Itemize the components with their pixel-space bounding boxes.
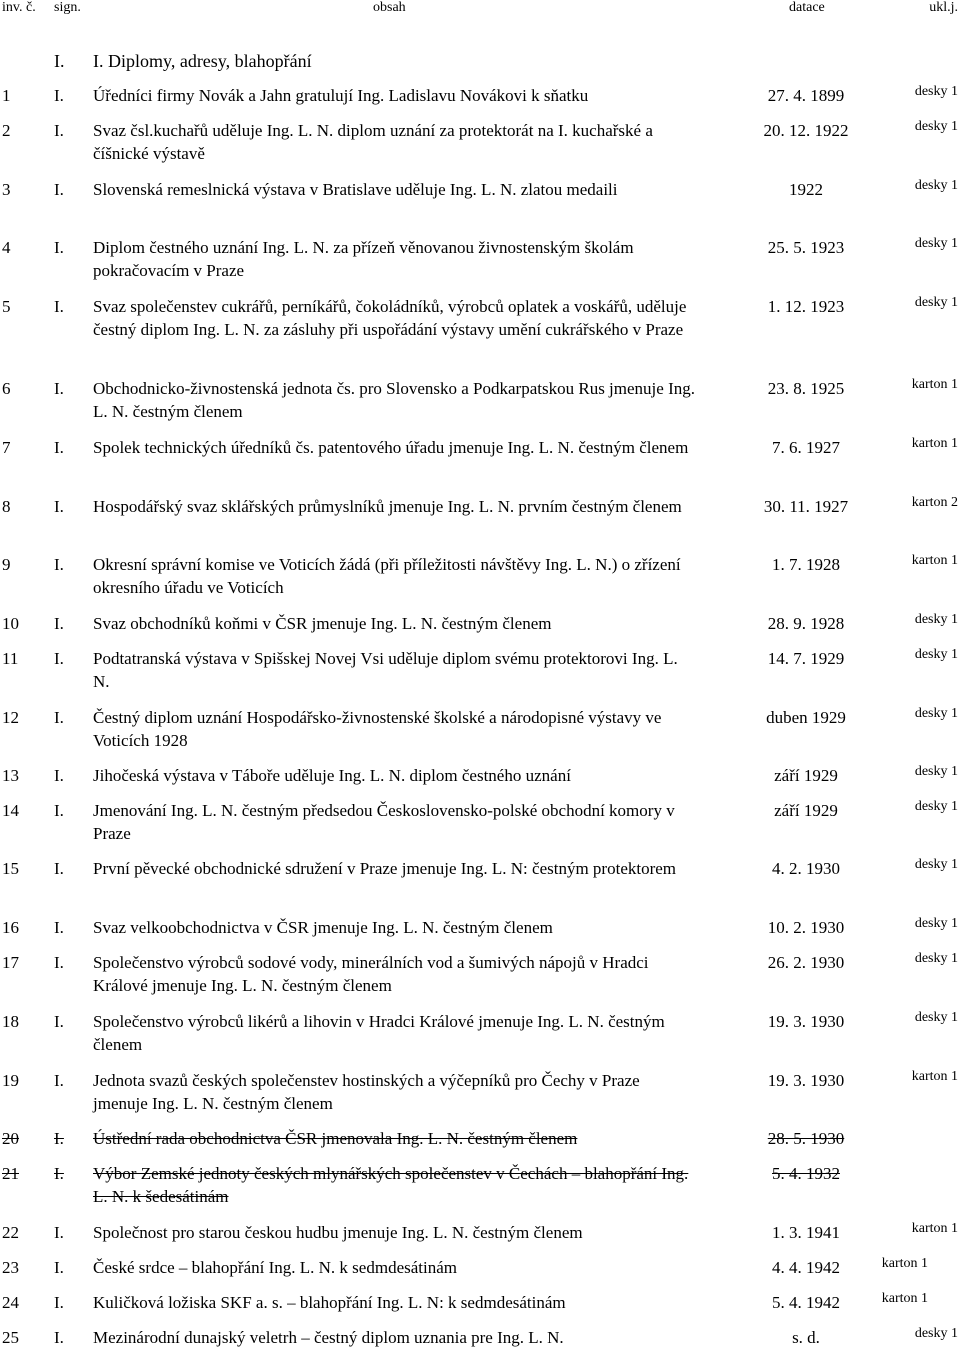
item-storage-unit: desky 1 bbox=[914, 647, 958, 662]
item-number: 19 bbox=[2, 1071, 19, 1090]
header-obsah: obsah bbox=[373, 0, 406, 15]
item-signature: I. bbox=[54, 708, 64, 727]
item-number: 15 bbox=[2, 859, 19, 878]
item-date: 19. 3. 1930 bbox=[767, 1012, 845, 1031]
item-storage-unit: karton 1 bbox=[911, 1069, 958, 1084]
item-number: 13 bbox=[2, 766, 19, 785]
item-description: Okresní správní komise ve Voticích žádá (při příležitosti návštěvy Ing. L. N.) o zřízení okresního úřadu ve Voticích bbox=[93, 555, 681, 597]
item-description: Mezinárodní dunajský veletrh – čestný diplom uznania pre Ing. L. N. bbox=[93, 1328, 564, 1347]
item-storage-unit: desky 1 bbox=[914, 916, 958, 931]
item-storage-unit: desky 1 bbox=[914, 295, 958, 310]
item-signature: I. bbox=[54, 649, 64, 668]
item-number: 25 bbox=[2, 1328, 19, 1347]
item-storage-unit: desky 1 bbox=[914, 612, 958, 627]
item-date: 7. 6. 1927 bbox=[772, 438, 840, 457]
item-signature: I. bbox=[54, 238, 64, 257]
item-description: První pěvecké obchodnické sdružení v Praze jmenuje Ing. L. N: čestným protektorem bbox=[93, 859, 677, 878]
item-description: Podtatranská výstava v Spišskej Novej Vsi uděluje diplom svému protektorovi Ing. L. N. bbox=[93, 649, 678, 691]
item-date: 10. 2. 1930 bbox=[767, 918, 845, 937]
item-storage-unit: karton 1 bbox=[881, 1291, 928, 1306]
item-number: 3 bbox=[2, 180, 11, 199]
item-signature: I. bbox=[54, 1258, 64, 1277]
item-signature: I. bbox=[54, 1129, 64, 1148]
item-signature: I. bbox=[54, 297, 64, 316]
item-description: Společnost pro starou českou hudbu jmenuje Ing. L. N. čestným členem bbox=[93, 1223, 583, 1242]
item-number: 14 bbox=[2, 801, 19, 820]
item-signature: I. bbox=[54, 1071, 64, 1090]
item-number: 18 bbox=[2, 1012, 19, 1031]
item-description: Čestný diplom uznání Hospodářsko-živnostenské školské a národopisné výstavy ve Voticích 1928 bbox=[93, 708, 662, 750]
item-date: 20. 12. 1922 bbox=[763, 121, 849, 140]
item-number: 16 bbox=[2, 918, 19, 937]
item-date: 30. 11. 1927 bbox=[763, 497, 849, 516]
item-date: 27. 4. 1899 bbox=[767, 86, 845, 105]
item-number: 6 bbox=[2, 379, 11, 398]
item-date: duben 1929 bbox=[766, 708, 846, 727]
item-number: 17 bbox=[2, 953, 19, 972]
item-description: Svaz společenstev cukrářů, perníkářů, čokoládníků, výrobců oplatek a voskářů, uděluje čestný diplom Ing. L. N. za zásluhy při uspořádání výstavy umění cukrářského v Praze bbox=[93, 297, 687, 339]
item-date: 1. 12. 1923 bbox=[767, 297, 845, 316]
header-inv: inv. č. bbox=[2, 0, 36, 15]
item-date: 1. 7. 1928 bbox=[772, 555, 840, 574]
item-signature: I. bbox=[54, 918, 64, 937]
item-signature: I. bbox=[54, 1012, 64, 1031]
item-storage-unit: desky 1 bbox=[914, 764, 958, 779]
item-description: Ústřední rada obchodnictva ČSR jmenovala Ing. L. N. čestným členem bbox=[93, 1129, 578, 1148]
item-storage-unit: desky 1 bbox=[914, 951, 958, 966]
item-description: Slovenská remeslnická výstava v Bratislave uděluje Ing. L. N. zlatou medaili bbox=[93, 180, 618, 199]
item-description: Kuličková ložiska SKF a. s. – blahopřání Ing. L. N: k sedmdesátinám bbox=[93, 1293, 566, 1312]
item-signature: I. bbox=[54, 1164, 64, 1183]
item-number: 22 bbox=[2, 1223, 19, 1242]
item-number: 1 bbox=[2, 86, 11, 105]
item-description: Společenstvo výrobců likérů a lihovin v Hradci Králové jmenuje Ing. L. N. čestným členem bbox=[93, 1012, 665, 1054]
item-date: 28. 9. 1928 bbox=[767, 614, 845, 633]
item-storage-unit: desky 1 bbox=[914, 119, 958, 134]
item-date: 26. 2. 1930 bbox=[767, 953, 845, 972]
item-signature: I. bbox=[54, 859, 64, 878]
item-storage-unit: desky 1 bbox=[914, 799, 958, 814]
item-date: 4. 4. 1942 bbox=[772, 1258, 840, 1277]
item-description: Jednota svazů českých společenstev hostinských a výčepníků pro Čechy v Praze jmenuje Ing. L. N. čestným členem bbox=[93, 1071, 640, 1113]
item-number: 5 bbox=[2, 297, 11, 316]
item-date: 1922 bbox=[789, 180, 823, 199]
item-storage-unit: desky 1 bbox=[914, 236, 958, 251]
item-number: 24 bbox=[2, 1293, 19, 1312]
header-ukl: ukl.j. bbox=[929, 0, 958, 15]
item-date: 1. 3. 1941 bbox=[772, 1223, 840, 1242]
item-description: Hospodářský svaz sklářských průmyslníků jmenuje Ing. L. N. prvním čestným členem bbox=[93, 497, 682, 516]
item-signature: I. bbox=[54, 1328, 64, 1347]
item-number: 10 bbox=[2, 614, 19, 633]
item-number: 7 bbox=[2, 438, 11, 457]
item-number: 12 bbox=[2, 708, 19, 727]
item-signature: I. bbox=[54, 801, 64, 820]
item-date: 14. 7. 1929 bbox=[767, 649, 845, 668]
item-number: 11 bbox=[2, 649, 19, 668]
item-date: s. d. bbox=[792, 1328, 820, 1347]
item-storage-unit: karton 1 bbox=[881, 1256, 928, 1271]
item-storage-unit: karton 1 bbox=[911, 377, 958, 392]
section-sign: I. bbox=[54, 51, 65, 71]
item-storage-unit: desky 1 bbox=[914, 1010, 958, 1025]
item-storage-unit: desky 1 bbox=[914, 706, 958, 721]
item-date: září 1929 bbox=[774, 801, 838, 820]
item-description: Jmenování Ing. L. N. čestným předsedou Československo-polské obchodní komory v Praze bbox=[93, 801, 675, 843]
item-storage-unit: desky 1 bbox=[914, 1326, 958, 1341]
item-storage-unit: desky 1 bbox=[914, 857, 958, 872]
item-description: Svaz čsl.kuchařů uděluje Ing. L. N. diplom uznání za protektorát na I. kuchařské a číšnické výstavě bbox=[93, 121, 653, 163]
item-signature: I. bbox=[54, 555, 64, 574]
item-number: 21 bbox=[2, 1164, 19, 1183]
item-signature: I. bbox=[54, 953, 64, 972]
item-number: 8 bbox=[2, 497, 11, 516]
item-date: 25. 5. 1923 bbox=[767, 238, 845, 257]
item-signature: I. bbox=[54, 766, 64, 785]
item-number: 23 bbox=[2, 1258, 19, 1277]
item-signature: I. bbox=[54, 1293, 64, 1312]
header-datace: datace bbox=[789, 0, 825, 15]
item-signature: I. bbox=[54, 121, 64, 140]
item-description: Výbor Zemské jednoty českých mlynářských společenstev v Čechách – blahopřání Ing. L. N. k šedesátinám bbox=[93, 1164, 689, 1206]
item-description: Jihočeská výstava v Táboře uděluje Ing. L. N. diplom čestného uznání bbox=[93, 766, 571, 785]
item-description: Obchodnicko-živnostenská jednota čs. pro Slovensko a Podkarpatskou Rus jmenuje Ing. L. N. čestným členem bbox=[93, 379, 695, 421]
item-description: Úředníci firmy Novák a Jahn gratulují Ing. Ladislavu Novákovi k sňatku bbox=[93, 86, 589, 105]
item-storage-unit: karton 1 bbox=[911, 553, 958, 568]
item-signature: I. bbox=[54, 379, 64, 398]
item-description: Svaz obchodníků koňmi v ČSR jmenuje Ing. L. N. čestným členem bbox=[93, 614, 552, 633]
item-description: Spolek technických úředníků čs. patentového úřadu jmenuje Ing. L. N. čestným členem bbox=[93, 438, 689, 457]
item-date: 19. 3. 1930 bbox=[767, 1071, 845, 1090]
item-signature: I. bbox=[54, 180, 64, 199]
item-storage-unit: karton 1 bbox=[911, 1221, 958, 1236]
item-date: 4. 2. 1930 bbox=[772, 859, 840, 878]
item-signature: I. bbox=[54, 1223, 64, 1242]
item-date: 28. 5. 1930 bbox=[767, 1129, 845, 1148]
item-description: Svaz velkoobchodnictva v ČSR jmenuje Ing. L. N. čestným členem bbox=[93, 918, 553, 937]
item-description: Společenstvo výrobců sodové vody, minerálních vod a šumivých nápojů v Hradci Králové jmenuje Ing. L. N. čestným členem bbox=[93, 953, 649, 995]
item-number: 2 bbox=[2, 121, 11, 140]
item-number: 20 bbox=[2, 1129, 19, 1148]
item-description: Diplom čestného uznání Ing. L. N. za přízeň věnovanou živnostenským školám pokračovacím v Praze bbox=[93, 238, 634, 280]
item-number: 4 bbox=[2, 238, 11, 257]
item-description: České srdce – blahopřání Ing. L. N. k sedmdesátinám bbox=[93, 1258, 457, 1277]
item-storage-unit: desky 1 bbox=[914, 84, 958, 99]
item-signature: I. bbox=[54, 497, 64, 516]
item-signature: I. bbox=[54, 86, 64, 105]
item-storage-unit: karton 2 bbox=[911, 495, 958, 510]
item-date: 23. 8. 1925 bbox=[767, 379, 845, 398]
item-date: 5. 4. 1932 bbox=[772, 1164, 840, 1183]
section-title: I. Diplomy, adresy, blahopřání bbox=[93, 51, 312, 71]
item-signature: I. bbox=[54, 614, 64, 633]
item-date: září 1929 bbox=[774, 766, 838, 785]
item-signature: I. bbox=[54, 438, 64, 457]
item-number: 9 bbox=[2, 555, 11, 574]
item-storage-unit: desky 1 bbox=[914, 178, 958, 193]
item-date: 5. 4. 1942 bbox=[772, 1293, 840, 1312]
header-sign: sign. bbox=[54, 0, 81, 15]
item-storage-unit: karton 1 bbox=[911, 436, 958, 451]
